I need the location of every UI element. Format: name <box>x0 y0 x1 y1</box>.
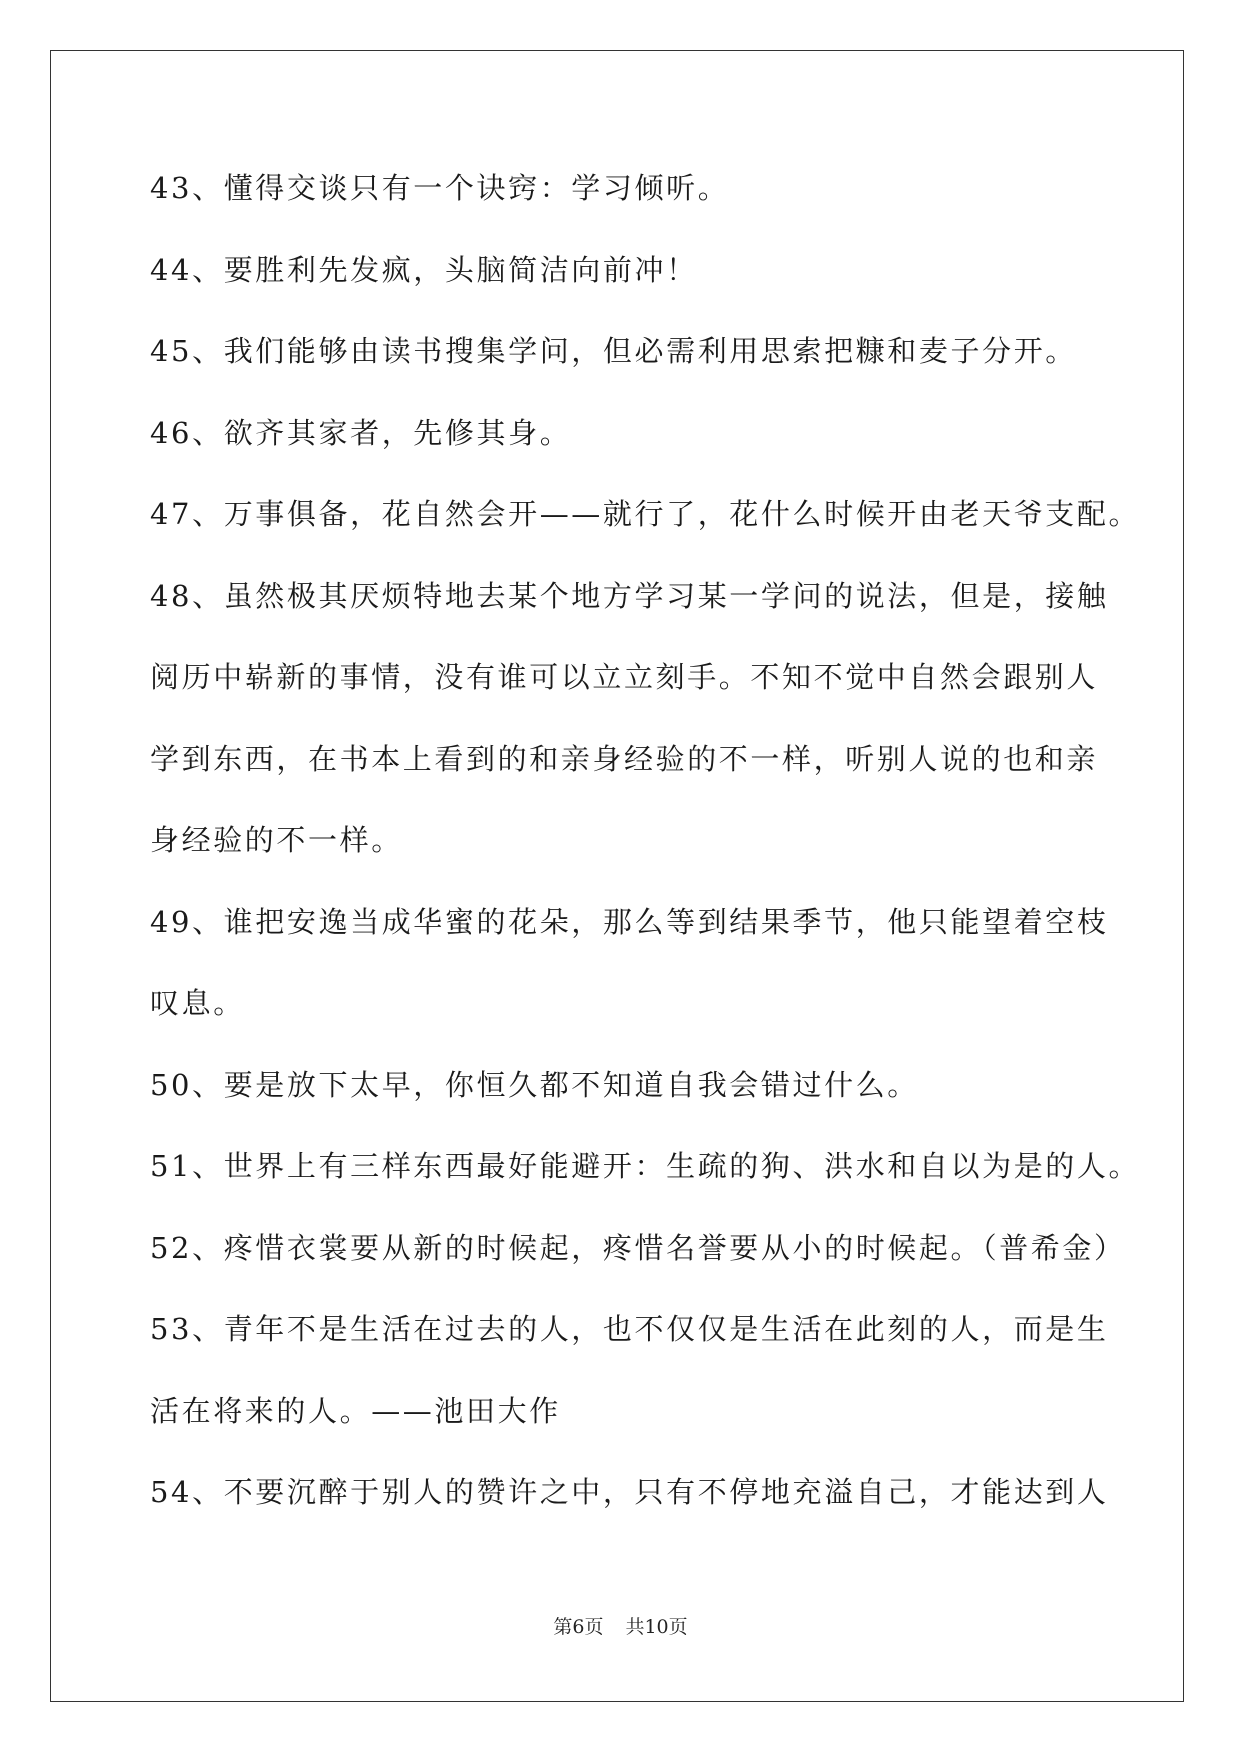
document-body <box>150 170 1141 1556</box>
text-line: 52、疼惜衣裳要从新的时候起，疼惜名誉要从小的时候起。（普希金） <box>150 1230 1126 1265</box>
page-footer <box>0 1612 1241 1639</box>
page-number: 第6页 <box>553 1616 604 1638</box>
text-line: 阅历中崭新的事情，没有谁可以立立刻手。不知不觉中自然会跟别人 <box>150 660 1099 694</box>
text-line: 叹息。 <box>150 986 245 1020</box>
text-line: 51、世界上有三样东西最好能避开：生疏的狗、洪水和自以为是的人。 <box>150 1149 1141 1183</box>
text-line: 43、懂得交谈只有一个诀窍：学习倾听。 <box>150 171 730 205</box>
text-line: 49、谁把安逸当成华蜜的花朵，那么等到结果季节，他只能望着空枝 <box>150 904 1109 939</box>
text-line: 50、要是放下太早，你恒久都不知道自我会错过什么。 <box>150 1067 919 1102</box>
text-line: 活在将来的人。——池田大作 <box>150 1393 561 1428</box>
text-line: 身经验的不一样。 <box>150 823 403 857</box>
text-line: 48、虽然极其厌烦特地去某个地方学习某一学问的说法，但是，接触 <box>150 578 1109 613</box>
text-line: 54、不要沉醉于别人的赞许之中，只有不停地充溢自己，才能达到人 <box>150 1475 1109 1509</box>
text-line: 45、我们能够由读书搜集学问，但必需利用思索把糠和麦子分开。 <box>150 334 1077 368</box>
text-line: 47、万事俱备，花自然会开——就行了，花什么时候开由老天爷支配。 <box>150 497 1141 531</box>
text-line: 46、欲齐其家者，先修其身。 <box>150 415 572 450</box>
text-line: 44、要胜利先发疯，头脑简洁向前冲！ <box>150 252 698 287</box>
text-line: 学到东西，在书本上看到的和亲身经验的不一样，听别人说的也和亲 <box>150 741 1099 776</box>
text-line: 53、青年不是生活在过去的人，也不仅仅是生活在此刻的人，而是生 <box>150 1312 1109 1346</box>
page-total: 共10页 <box>625 1616 688 1638</box>
